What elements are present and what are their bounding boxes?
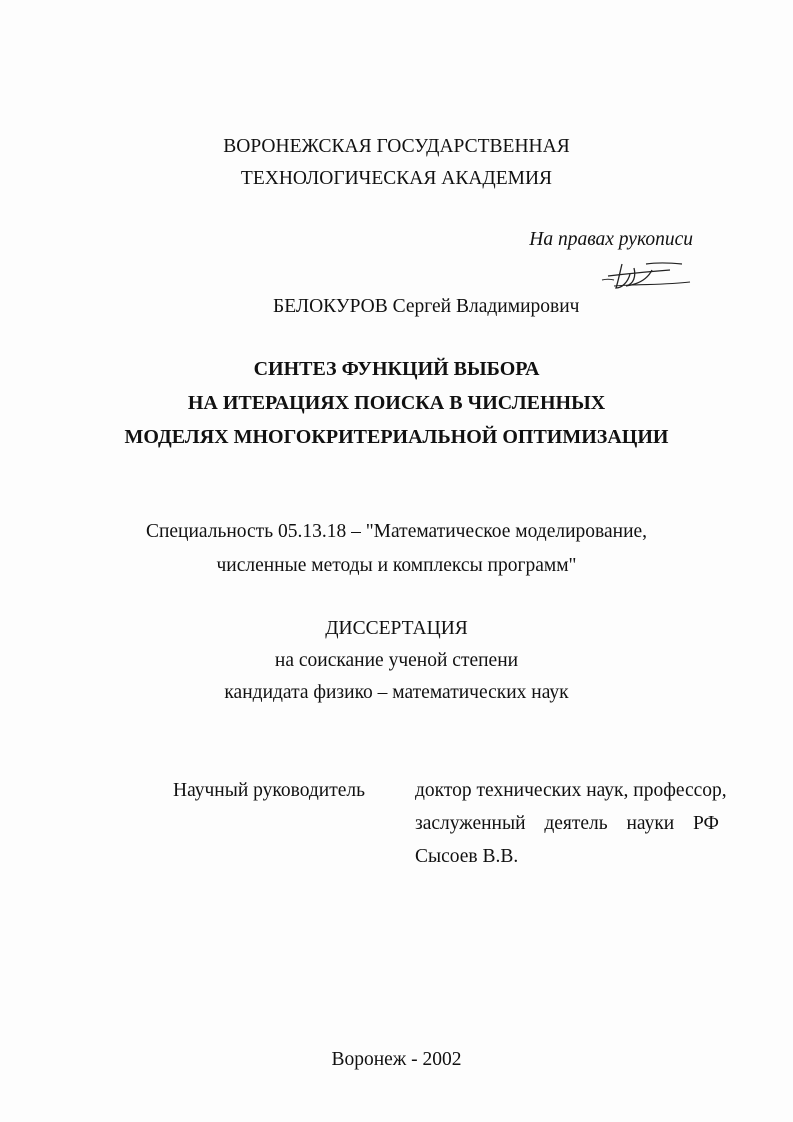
institution-line-1: ВОРОНЕЖСКАЯ ГОСУДАРСТВЕННАЯ — [223, 136, 570, 157]
advisor-title-word: РФ — [693, 813, 719, 834]
signature-icon — [600, 258, 692, 294]
advisor-label: Научный руководитель — [173, 780, 366, 801]
manuscript-note: На правах рукописи — [529, 229, 693, 250]
specialty-line-2: численные методы и комплексы программ" — [216, 555, 577, 576]
advisor-name: Сысоев В.В. — [415, 846, 519, 867]
dissertation-heading: ДИССЕРТАЦИЯ — [325, 618, 468, 639]
institution-line-2: ТЕХНОЛОГИЧЕСКАЯ АКАДЕМИЯ — [240, 168, 553, 189]
specialty-line-1: Специальность 05.13.18 – "Математическое моделирование, — [145, 521, 648, 542]
author-name: БЕЛОКУРОВ Сергей Владимирович — [273, 296, 580, 317]
title-line-1: СИНТЕЗ ФУНКЦИЙ ВЫБОРА — [253, 358, 540, 380]
place-year: Воронеж - 2002 — [331, 1049, 462, 1070]
advisor-title-word: науки — [626, 813, 675, 834]
dissertation-line-1: на соискание ученой степени — [274, 650, 519, 671]
advisor-title — [415, 813, 719, 835]
advisor-degree — [415, 780, 727, 802]
dissertation-line-2: кандидата физико – математических наук — [224, 682, 569, 703]
title-line-2: НА ИТЕРАЦИЯХ ПОИСКА В ЧИСЛЕННЫХ — [187, 392, 606, 414]
advisor-title-word: заслуженный — [415, 813, 526, 834]
advisor-degree-text: доктор технических наук, профессор, — [415, 780, 727, 801]
title-line-3: МОДЕЛЯХ МНОГОКРИТЕРИАЛЬНОЙ ОПТИМИЗАЦИИ — [124, 426, 669, 448]
advisor-title-word: деятель — [544, 813, 608, 834]
